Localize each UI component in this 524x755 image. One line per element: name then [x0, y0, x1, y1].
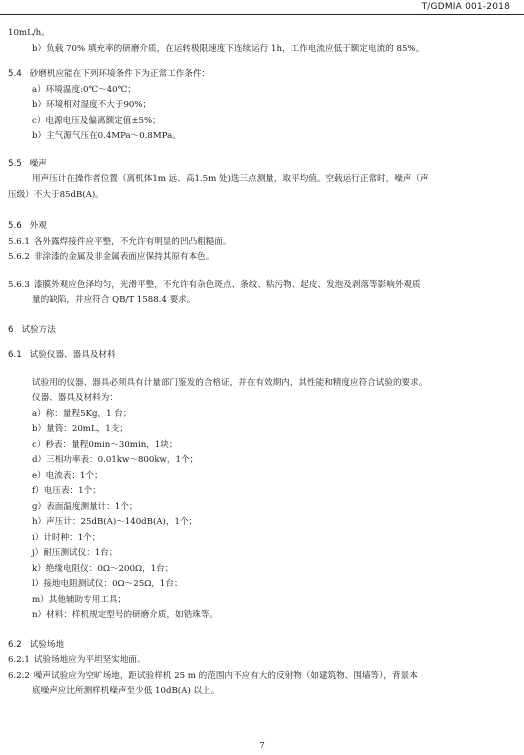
list-item: b）主气源气压在0.4MPa～0.8MPa。 [32, 131, 181, 141]
clause-text: 试验场地应为平坦坚实地面。 [33, 655, 146, 665]
list-item: c）秒表：量程0min～30min，1块； [32, 439, 178, 450]
section-title: 试验仪器、器具及材料 [29, 350, 116, 360]
document-code: T/GDMIA 001-2018 [421, 2, 510, 12]
list-item: j）耐压测试仪：1台； [32, 548, 118, 558]
paragraph-line: 试验用的仪器、器具必须具有计量部门鉴发的合格证，并在有效期内，其性能和精度应符合试验的要求。 [32, 377, 428, 388]
paragraph-line: 压级）不大于85dB(A)。 [8, 189, 104, 200]
section-title: 试验方法 [21, 324, 56, 335]
clause-text: 噪声试验应为空旷场地，距试验样机 25 m 的范围内不应有大的反射物（如建筑物、围墙等），背景本 [33, 670, 418, 681]
section-title: 外观 [29, 221, 47, 231]
clause-6-2-1 [8, 653, 514, 669]
clause-text: 非涂漆的金属及非金属表面应保持其原有本色。 [33, 252, 215, 262]
section-number: 5.4 [8, 69, 22, 79]
list-item: c）电源电压及偏离额定值±5%； [32, 115, 161, 126]
continuation-line-2: b）负载 70% 填充率的研磨介质，在运转极限速度下连续运行 1h，工作电流应低于额定电流的 85%。 [32, 43, 425, 54]
list-item: a）称：量程5Kg，1 台； [32, 408, 132, 419]
clause-text: 各外露焊接件应平整，不允许有明显的凹凸粗糙面。 [33, 236, 232, 247]
clause-text: 漆膜外观应色泽均匀，光滑平整，不允许有杂色斑点、条纹、粘污物、起皮、发泡及剥落等影响外观质 [33, 279, 421, 290]
section-number: 6 [8, 324, 14, 335]
list-item: e）电流表：1个； [32, 470, 103, 481]
section-6-2-heading [8, 638, 514, 654]
continuation-line-1: 10mL/h。 [8, 28, 50, 38]
clause-text-continued: 底噪声应比所测样机噪声至少低 10dB(A) 以上。 [32, 686, 220, 696]
list-item: h）声压计：25dB(A)～140dB(A)，1个； [32, 517, 198, 527]
section-title: 噪声 [29, 158, 47, 169]
list-item: m）其他辅助专用工具； [32, 594, 127, 605]
clause-5-6-1 [8, 235, 514, 251]
list-item: a）环境温度:0℃～40℃； [32, 84, 136, 95]
section-5-5-heading [8, 157, 514, 173]
list-item: b）环境相对湿度不大于90%； [32, 100, 152, 110]
clause-text-continued: 量的缺陷，并应符合 QB/T 1588.4 要求。 [32, 295, 196, 305]
section-5-4-heading [8, 67, 514, 83]
list-item: i）计时种：1个； [32, 532, 101, 543]
section-title: 试验场地 [29, 639, 65, 650]
page-number: 7 [259, 741, 265, 751]
clause-number: 5.6.1 [8, 236, 30, 247]
header-rule [0, 14, 524, 15]
section-number: 6.2 [8, 639, 22, 650]
section-6-1-heading [8, 348, 514, 364]
list-item: k）绝缘电阻仪：0Ω～200Ω，1台； [32, 563, 174, 574]
clause-number: 5.6.2 [8, 252, 30, 262]
section-5-6-heading [8, 219, 514, 235]
section-title: 砂磨机应能在下列环境条件下为正常工作条件： [29, 69, 211, 79]
clause-5-6-3 [8, 278, 514, 294]
clause-6-2-2 [8, 669, 514, 685]
paragraph-line: 仪器、器具及材料为： [32, 393, 118, 403]
clause-5-6-2 [8, 250, 514, 266]
section-6-heading [8, 323, 514, 339]
clause-number: 6.2.1 [8, 655, 30, 665]
list-item: l）接地电阻测试仪：0Ω～25Ω，1台； [32, 579, 183, 589]
paragraph-line: 用声压计在操作者位置（离机体1m 远、高1.5m 处)选三点测量，取平均值。空载运行正常时，噪声（声 [32, 174, 429, 184]
list-item: d）三相功率表：0.01kw～800kw，1个； [32, 455, 199, 465]
list-item: n）材料：样机规定型号的研磨介质，如锆珠等。 [32, 610, 219, 620]
section-number: 5.6 [8, 221, 22, 231]
section-number: 6.1 [8, 350, 22, 360]
page-content [8, 26, 514, 700]
list-item: f）电压表：1个； [32, 486, 101, 496]
clause-number: 6.2.2 [8, 670, 30, 681]
clause-number: 5.6.3 [8, 279, 30, 290]
section-number: 5.5 [8, 158, 22, 169]
list-item: b）量筒：20mL，1支； [32, 424, 128, 434]
list-item: g）表面温度测量计：1个； [32, 501, 138, 512]
